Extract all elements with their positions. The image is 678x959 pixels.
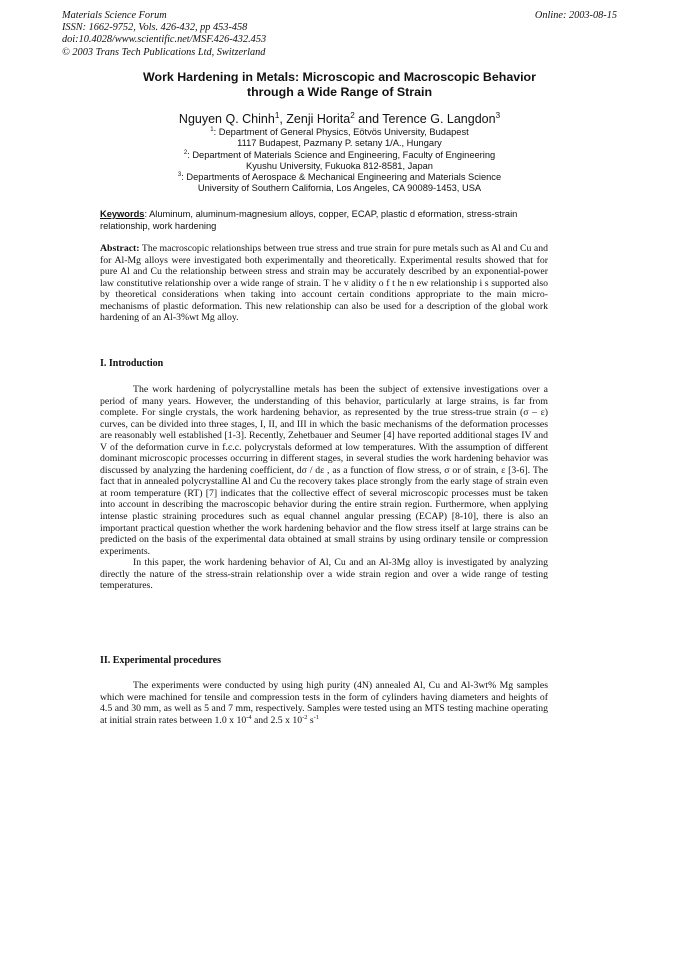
introduction-paragraph-2: In this paper, the work hardening behavior of Al, Cu and an Al-3Mg alloy is investigated by analyzing directly the nature of the stress-strain relationship over a wide strain region and over a wide range of testing temperatures. — [100, 557, 548, 592]
author-3-mark: 3 — [495, 110, 501, 120]
author-1-mark: 1 — [274, 110, 280, 120]
online-date: Online: 2003-08-15 — [534, 10, 617, 21]
affiliation-2: $^2$: Department of Materials Science and Engineering, Faculty of Engineering — [183, 149, 496, 160]
keywords-label: Keywords — [100, 209, 145, 219]
author-sep-1: , Zenji Horita — [279, 112, 351, 126]
issn-line: ISSN: 1662-9752, Vols. 426-432, pp 453-458 — [62, 22, 248, 34]
section-heading-experimental: II. Experimental procedures — [100, 655, 222, 666]
abstract-text: The macroscopic relationships between true stress and true strain for pure metals such as Al and Cu and for Al-Mg alloys were investigated both experimentally and theoretically. Experimental results showed that for pure Al and Cu the relationship between stress and strain may be accurately described by an exponential-power law constitutive relationship over a wide range of strain. T he v alidity o f t he n ew relationship i s supported also by theoretical considerations when taking into account certain conditions appropriate to the main micro-mechanisms of plastic deformation. This new relationship can also be used for a description of the global work hardening of an Al-3%wt Mg alloy. — [100, 243, 548, 324]
affiliation-1: $^1$: Department of General Physics, Eötvös University, Budapest — [210, 126, 469, 137]
section-heading-introduction: I. Introduction — [100, 358, 164, 369]
keywords-text: : Aluminum, aluminum-magnesium alloys, copper, ECAP, plastic d eformation, stress-strain relationship, work hardening — [100, 209, 518, 231]
title-line-2: through a Wide Range of Strain — [246, 85, 433, 99]
copyright-line: © 2003 Trans Tech Publications Ltd, Switzerland — [62, 46, 266, 58]
abstract — [100, 243, 548, 324]
title-line-1: Work Hardening in Metals: Microscopic and Macroscopic Behavior — [143, 70, 536, 84]
page-header — [62, 10, 617, 59]
author-sep-2: and Terence G. Langdon — [354, 112, 496, 126]
doi-line: doi:10.4028/www.scientific.net/MSF.426-432.453 — [62, 34, 267, 46]
journal-name: Materials Science Forum — [62, 10, 167, 21]
introduction-paragraph-1: The work hardening of polycrystalline metals has been the subject of extensive investigations over a period of many years. However, the understanding of this behavior, particularly at large strains, is far from complete. For single crystals, the work hardening behavior, as represented by the true stress-true strain (σ – ε) curves, can be divided into three stages, I, II, and III in which the basic mechanisms of the deformation processes are reasonably well established [1-3]. Recently, Zehetbauer and Seumer [4] have reported additional stages IV and V of the deformation curve in f.c.c. polycrystals deformed at low temperatures. With the assumption of different dominant microscopic processes occurring in different stages, in several studies the work hardening behavior was discussed by analyzing the hardening coefficient, dσ / dε , as a function of flow stress, σ or of strain, ε [3-6]. The fact that in annealed polycrystalline Al and Cu the recovery takes place strongly from the early stage of strain even at room temperature (RT) [7] indicates that the collective effect of several microscopic processes must be taken into account in describing the macroscopic behavior during the entire strain region. Furthermore, when applying intense plastic straining procedures such as equal channel angular pressing (ECAP) [8-10], there is also an important practical question whether the work hardening behavior and the flow stress itself at large strains can be predicted on the basis of the experimental data obtained at small strains by using ordinary tensile or compression experiments. — [100, 384, 548, 557]
paper-title — [62, 70, 617, 100]
author-1: Nguyen Q. Chinh — [178, 112, 275, 126]
abstract-label: Abstract: — [100, 243, 140, 254]
keywords — [100, 209, 550, 232]
affiliation-3-address: University of Southern California, Los Angeles, CA 90089-1453, USA — [197, 183, 482, 194]
affiliations — [62, 127, 617, 195]
experimental-body — [100, 680, 548, 726]
author-2-mark: 2 — [350, 110, 355, 120]
experimental-paragraph-1: The experiments were conducted by using high purity (4N) annealed Al, Cu and Al-3wt% Mg samples which were machined for tensile and compression tests in the form of cylinders having diameters and heights of 4.5 and 30 mm, as well as 5 and 7 mm, respectively. Samples were tested using an MTS testing machine operating at initial strain rates between 1.0 x $10^{-4}$ and 2.5 x $10^{-2}$ $s^{-1}$ — [100, 680, 548, 726]
affiliation-2-address: Kyushu University, Fukuoka 812-8581, Japan — [246, 160, 433, 171]
introduction-body — [100, 384, 548, 592]
affiliation-3: $^3$: Departments of Aerospace & Mechanical Engineering and Materials Science — [177, 172, 502, 183]
author-list — [62, 112, 617, 126]
affiliation-1-address: 1117 Budapest, Pazmany P. setany 1/A., Hungary — [237, 138, 442, 149]
